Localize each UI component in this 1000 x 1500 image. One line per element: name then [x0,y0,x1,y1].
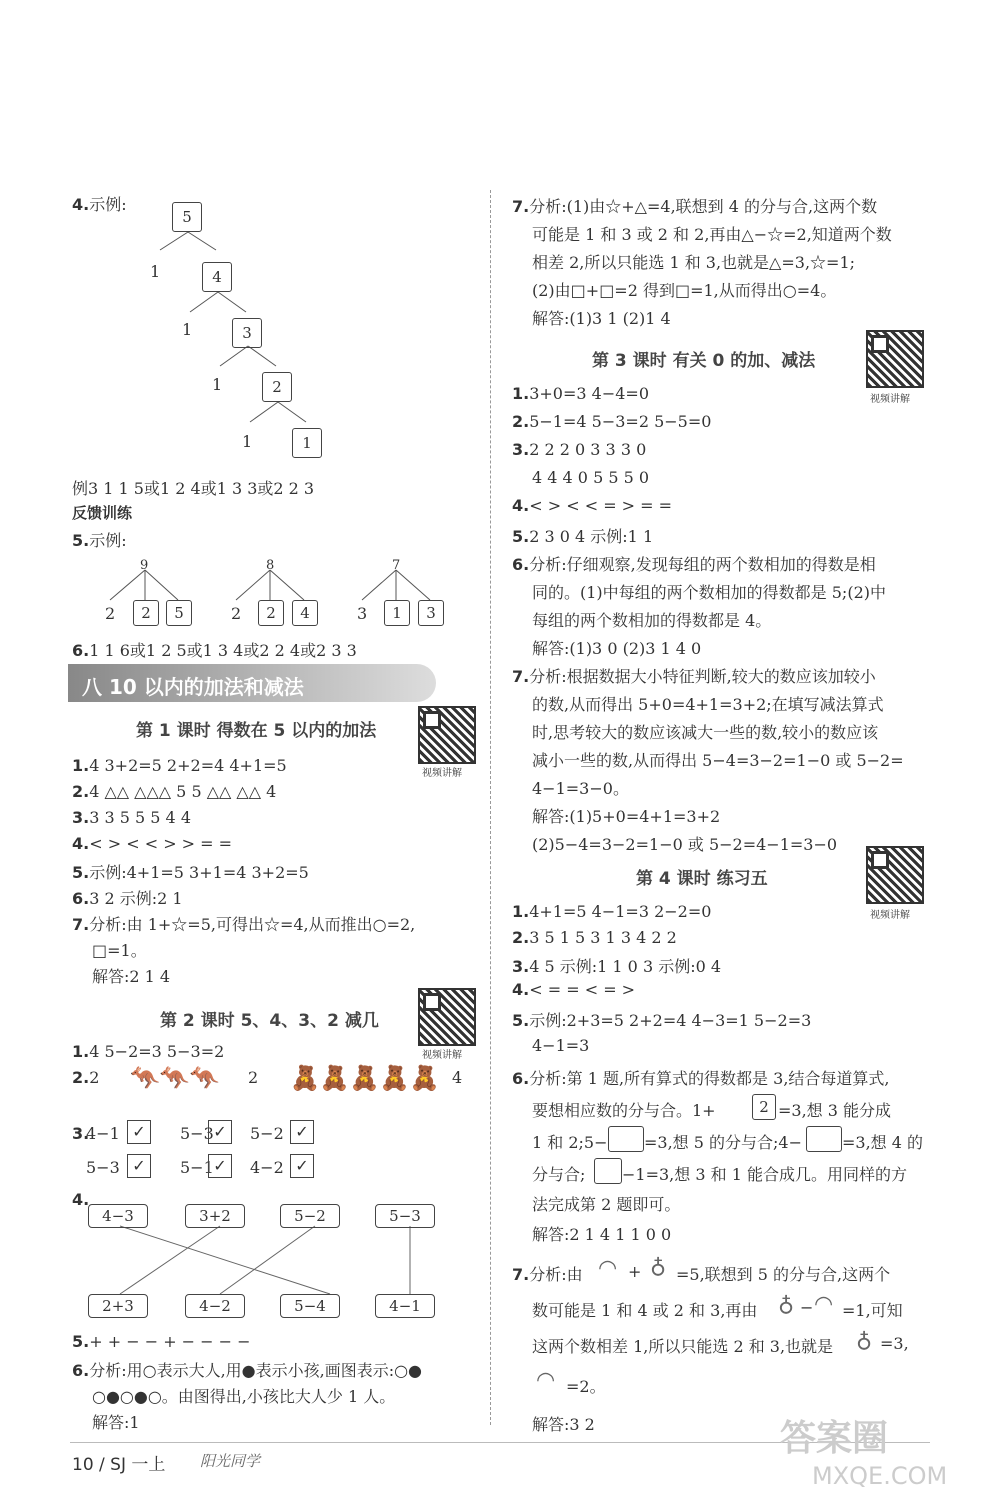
check-icon: ✓ [127,1120,151,1144]
l3-answer: 解答:(1)5+0=4+1=3+2 [532,807,721,826]
tree-leaf: 1 [182,320,193,339]
l4-row: 法完成第 2 题即可。 [532,1195,681,1214]
match-tag-bottom: 4−1 [375,1294,435,1318]
match-tag-bottom: 4−2 [185,1294,245,1318]
l1-row: 3.3 3 5 5 5 4 4 [72,808,191,827]
l4-row: 3.4 5 示例:1 1 0 3 示例:0 4 [512,957,722,976]
check-icon: ✓ [208,1120,232,1144]
match-tag-bottom: 2+3 [88,1294,148,1318]
tree2-top: 8 [266,558,275,573]
l3-row: 时,思考较大的数应该减大一些的数,较小的数应该 [532,723,879,742]
l2-3-expr: 5−1 [180,1158,214,1177]
tree2-b: 2 [258,600,284,626]
l3-row: 3.2 2 2 0 3 3 3 0 [512,440,647,459]
bear-icon: 🧸🧸🧸🧸🧸 [290,1064,440,1092]
l3-answer: 解答:(1)3 0 (2)3 1 4 0 [532,639,702,658]
l4-row: =3,想 4 的 [842,1133,924,1152]
l4-answer: 解答:2 1 4 1 1 0 0 [532,1225,672,1244]
l3-row: 减小一些的数,从而得出 5−4=3−2=1−0 或 5−2= [532,751,904,770]
tree3-b: 1 [384,600,410,626]
match-tag-top: 5−2 [280,1204,340,1228]
qr-code-icon[interactable] [866,846,924,904]
tree1-top: 9 [140,558,149,573]
l4-row: =3,想 3 能分成 [778,1101,892,1120]
l3-row: 6.分析:仔细观察,发现每组的两个数相加的得数是相 [512,555,876,574]
l2-answer: 解答:1 [92,1413,140,1432]
tree-leaf: 1 [150,262,161,281]
l1-row: 4.< > < < > > = = [72,834,233,853]
l2-3-expr: 5−2 [250,1124,284,1143]
tree2-a: 2 [231,604,242,623]
l4-row: 这两个数相差 1,所以只能选 2 和 3,也就是 [532,1337,834,1356]
l3-row: 同的。(1)中每组的两个数相加的得数都是 5;(2)中 [532,583,886,602]
l3-answer: (2)5−4=3−2=1−0 或 5−2=4−1=3−0 [532,835,838,854]
l3-row: 7.分析:根据数据大小特征判断,较大的数应该加较小 [512,667,876,686]
match-tag-top: 4−3 [88,1204,148,1228]
q6-text: 1 1 6或1 2 5或1 3 4或2 2 4或2 3 3 [89,641,357,660]
l2-row: ○●○●○。由图得出,小孩比大人少 1 人。 [92,1387,396,1406]
l2-3-expr: 4−1 [86,1124,120,1143]
tree2-c: 4 [292,600,318,626]
l2-3-expr: 5−3 [86,1158,120,1177]
tree-node: 2 [262,372,292,402]
column-divider [490,190,491,1425]
qr-code-icon[interactable] [418,988,476,1046]
q-number: 4. [72,195,90,214]
qr-label: 视频讲解 [422,1050,462,1061]
match-tag-bottom: 5−4 [280,1294,340,1318]
l1-row: 7.分析:由 1+☆=5,可得出☆=4,从而推出○=2, [72,915,416,934]
l3-row: 4−1=3−0。 [532,779,629,798]
peach-icon: ◠ [814,1292,834,1317]
l4-row: 4−1=3 [532,1036,590,1055]
example-3: 例3 1 1 5或1 2 4或1 3 3或2 2 3 [72,479,315,498]
qr-label: 视频讲解 [422,768,462,779]
r-q7-row: 可能是 1 和 3 或 2 和 2,再由△−☆=2,知道两个数 [532,225,892,244]
r-q7-row: 相差 2,所以只能选 1 和 3,也就是△=3,☆=1; [532,253,856,272]
l1-row: □=1。 [92,941,147,960]
r-q7-row: 7.分析:(1)由☆+△=4,联想到 4 的分与合,这两个数 [512,197,878,216]
tree3-c: 3 [418,600,444,626]
l4-row: 5.示例:2+3=5 2+2=4 4−3=1 5−2=3 [512,1011,812,1030]
tree1-c: 5 [166,600,192,626]
blank-box [594,1158,622,1184]
l4-row: =5,联想到 5 的分与合,这两个 [676,1265,891,1284]
l3-row: 的数,从而得出 5+0=4+1=3+2;在填写减法算式 [532,695,884,714]
watermark-site: MXQE.COM [812,1462,948,1490]
l1-row: 5.示例:4+1=5 3+1=4 3+2=5 [72,863,309,882]
lesson-3-title: 第 3 课时 有关 0 的加、减法 [592,351,816,371]
l4-row: =1,可知 [842,1301,903,1320]
l4-row: 1.4+1=5 4−1=3 2−2=0 [512,902,712,921]
pear-icon: ♁ [856,1328,873,1353]
l2-row: 5.+ + − − + − − − − [72,1332,251,1351]
l1-row: 6.3 2 示例:2 1 [72,889,183,908]
q-number: 6. [72,641,90,660]
lesson-1-title: 第 1 课时 得数在 5 以内的加法 [136,721,377,741]
q5-label [72,528,127,551]
q4-text: 示例: [89,195,127,214]
tree-node-top: 5 [172,202,202,232]
l3-row: 1.3+0=3 4−4=0 [512,384,650,403]
l2-3-expr: 4−2 [250,1158,284,1177]
tree-node: 3 [232,318,262,348]
l3-row: 5.2 3 0 4 示例:1 1 [512,527,654,546]
l4-row: =2。 [566,1377,606,1396]
l3-row: 4 4 4 0 5 5 5 0 [532,468,650,487]
l4-answer: 解答:3 2 [532,1415,595,1434]
l3-row: 每组的两个数相加的得数都是 4。 [532,611,772,630]
l1-answer: 解答:2 1 4 [92,967,171,986]
tree-leaf: 1 [212,375,223,394]
l4-row: 7.分析:由 [512,1265,583,1284]
tree-node: 4 [202,262,232,292]
tree1-a: 2 [105,604,116,623]
check-icon: ✓ [127,1154,151,1178]
l4-row: 1 和 2;5− [532,1133,608,1152]
r-q7-row: (2)由□+□=2 得到□=1,从而得出○=4。 [532,281,837,300]
feedback-heading: 反馈训练 [72,504,133,522]
peach-icon: ◠ [598,1256,618,1281]
check-icon: ✓ [290,1120,314,1144]
q5-text: 示例: [89,531,127,550]
l4-row: 6.分析:第 1 题,所有算式的得数都是 3,结合每道算式, [512,1069,890,1088]
minus-sign: − [800,1298,814,1317]
l2-row: 6.分析:用○表示大人,用●表示小孩,画图表示:○● [72,1361,423,1380]
lesson-2-title: 第 2 课时 5、4、3、2 减几 [160,1011,379,1031]
tree3-a: 3 [357,604,368,623]
check-icon: ✓ [208,1154,232,1178]
l4-row: 2.3 5 1 5 3 1 3 4 2 2 [512,928,677,947]
l4-row: 要想相应数的分与合。1+ [532,1101,716,1120]
l1-row: 1.4 3+2=5 2+2=4 4+1=5 [72,756,287,775]
q4-label [72,192,127,215]
q6-answer [72,638,357,661]
qr-label: 视频讲解 [870,394,910,405]
qr-code-icon[interactable] [866,330,924,388]
chapter-banner [68,664,436,702]
tree3-top: 7 [392,558,401,573]
qr-code-icon[interactable] [418,706,476,764]
q-number: 5. [72,531,90,550]
l1-row: 2.4 △△ △△△ 5 5 △△ △△ 4 [72,782,277,801]
l2-2-value: 4 [452,1068,463,1087]
l4-row: 4.< = = < = > [512,980,636,999]
tree1-b: 2 [133,600,159,626]
pear-icon: ♁ [650,1254,667,1279]
blank-box [608,1126,644,1152]
l4-row: 分与合; [532,1165,586,1184]
l2-row: 2.2 [72,1068,100,1087]
page-number: 10 / SJ 一上 [72,1455,166,1475]
blank-box [806,1126,842,1152]
r-q7-answer: 解答:(1)3 1 (2)1 4 [532,309,671,328]
plus-sign: + [628,1262,642,1281]
match-tag-top: 3+2 [185,1204,245,1228]
answer-box: 2 [752,1094,776,1120]
l3-row: 4.< > < < = > = = [512,496,673,515]
match-tag-top: 5−3 [375,1204,435,1228]
lesson-4-title: 第 4 课时 练习五 [636,869,768,889]
kangaroo-icon: 🦘🦘🦘 [130,1064,220,1092]
pear-icon: ♁ [778,1292,795,1317]
qr-label: 视频讲解 [870,910,910,921]
watermark: 答案圈 [780,1418,889,1459]
brand-logo: 阳光同学 [200,1452,261,1470]
l4-row: −1=3,想 3 和 1 能合成几。用同样的方 [622,1165,907,1184]
check-icon: ✓ [290,1154,314,1178]
l2-3-expr: 5−3 [180,1124,214,1143]
l3-row: 2.5−1=4 5−3=2 5−5=0 [512,412,712,431]
l4-row: 数可能是 1 和 4 或 2 和 3,再由 [532,1301,758,1320]
l2-row: 1.4 5−2=3 5−3=2 [72,1042,225,1061]
l4-row: =3,想 5 的分与合;4− [644,1133,803,1152]
q-number: 4. [72,1190,90,1209]
chapter-title: 八 10 以内的加法和减法 [82,675,304,699]
q-number: 3. [72,1124,90,1143]
peach-icon: ◠ [536,1368,556,1393]
l4-row: =3, [880,1334,909,1353]
tree-leaf: 1 [242,432,253,451]
l2-2-value: 2 [248,1068,259,1087]
tree-node: 1 [292,428,322,458]
